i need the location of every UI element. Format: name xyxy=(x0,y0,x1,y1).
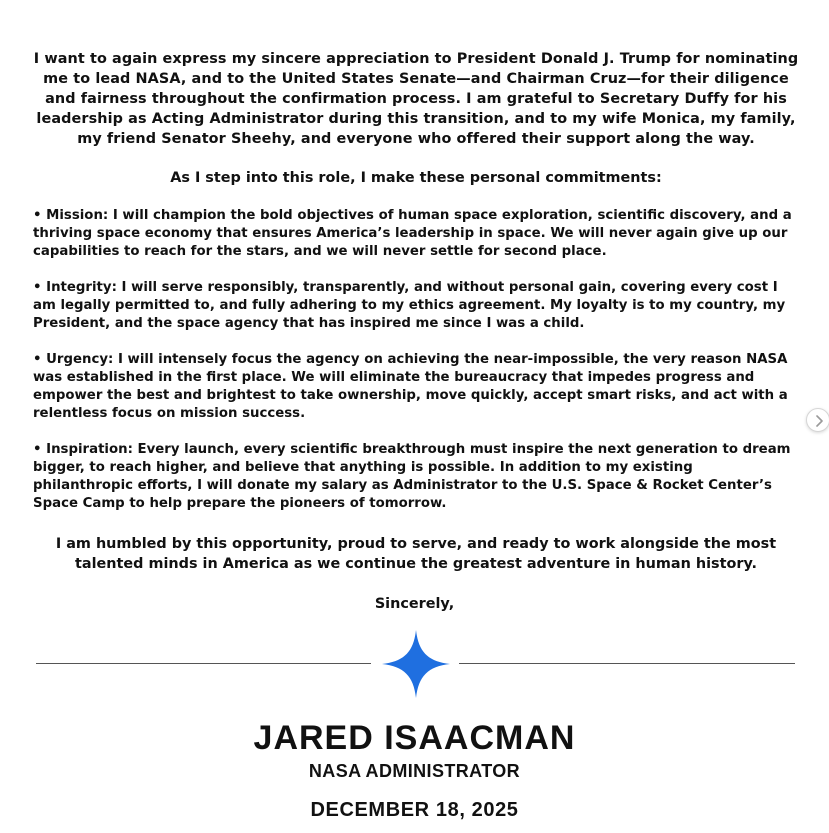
chevron-right-icon xyxy=(814,415,824,427)
commitment-urgency: • Urgency: I will intensely focus the agency on achieving the near-impossible, the very reason NASA was established in the first place. We will eliminate the bureaucracy that impedes progress and empower the best and brightest to take ownership, move quickly, accept smart risks, and act with a relentless focus on mission success. xyxy=(33,352,788,421)
sign-off: Sincerely, xyxy=(374,596,455,612)
commitment-mission: • Mission: I will champion the bold objectives of human space exploration, scientific discovery, and a thriving space economy that ensures America’s leadership in space. We will never again give up our capabilities to reach for the stars, and we will never settle for second place. xyxy=(33,208,792,259)
letter-intro: I want to again express my sincere appreciation to President Donald J. Trump for nominating me to lead NASA, and to the United States Senate—and Chairman Cruz—for their diligence and fairness throughout the confirmation process. I am grateful to Secretary Duffy for his leadership as Acting Administrator during this transition, and to my wife Monica, my family, my friend Senator Sheehy, and everyone who offered their support along the way. xyxy=(33,51,799,147)
letter-closing: I am humbled by this opportunity, proud to serve, and ready to work alongside the most talented minds in America as we continue the greatest adventure in human history. xyxy=(55,536,777,572)
divider-left xyxy=(36,663,371,664)
commitments-lead: As I step into this role, I make these personal commitments: xyxy=(170,170,662,186)
signatory-name: JARED ISAACMAN xyxy=(253,719,576,757)
commitment-inspiration: • Inspiration: Every launch, every scientific breakthrough must inspire the next generation to dream bigger, to reach higher, and believe that anything is possible. In addition to my existing philanthropic efforts, I will donate my salary as Administrator to the U.S. Space & Rocket Center’s Space Camp to help prepare the pioneers of tomorrow. xyxy=(33,442,791,511)
commitment-integrity: • Integrity: I will serve responsibly, transparently, and without personal gain, covering every cost I am legally permitted to, and fully adhering to my ethics agreement. My loyalty is to my country, my President, and the space agency that has inspired me since I was a child. xyxy=(33,280,786,331)
four-point-star-icon xyxy=(380,628,452,700)
next-slide-button[interactable] xyxy=(806,408,829,432)
divider-right xyxy=(459,663,795,664)
signatory-title: NASA ADMINISTRATOR xyxy=(308,761,521,781)
letter-date: DECEMBER 18, 2025 xyxy=(310,799,519,821)
